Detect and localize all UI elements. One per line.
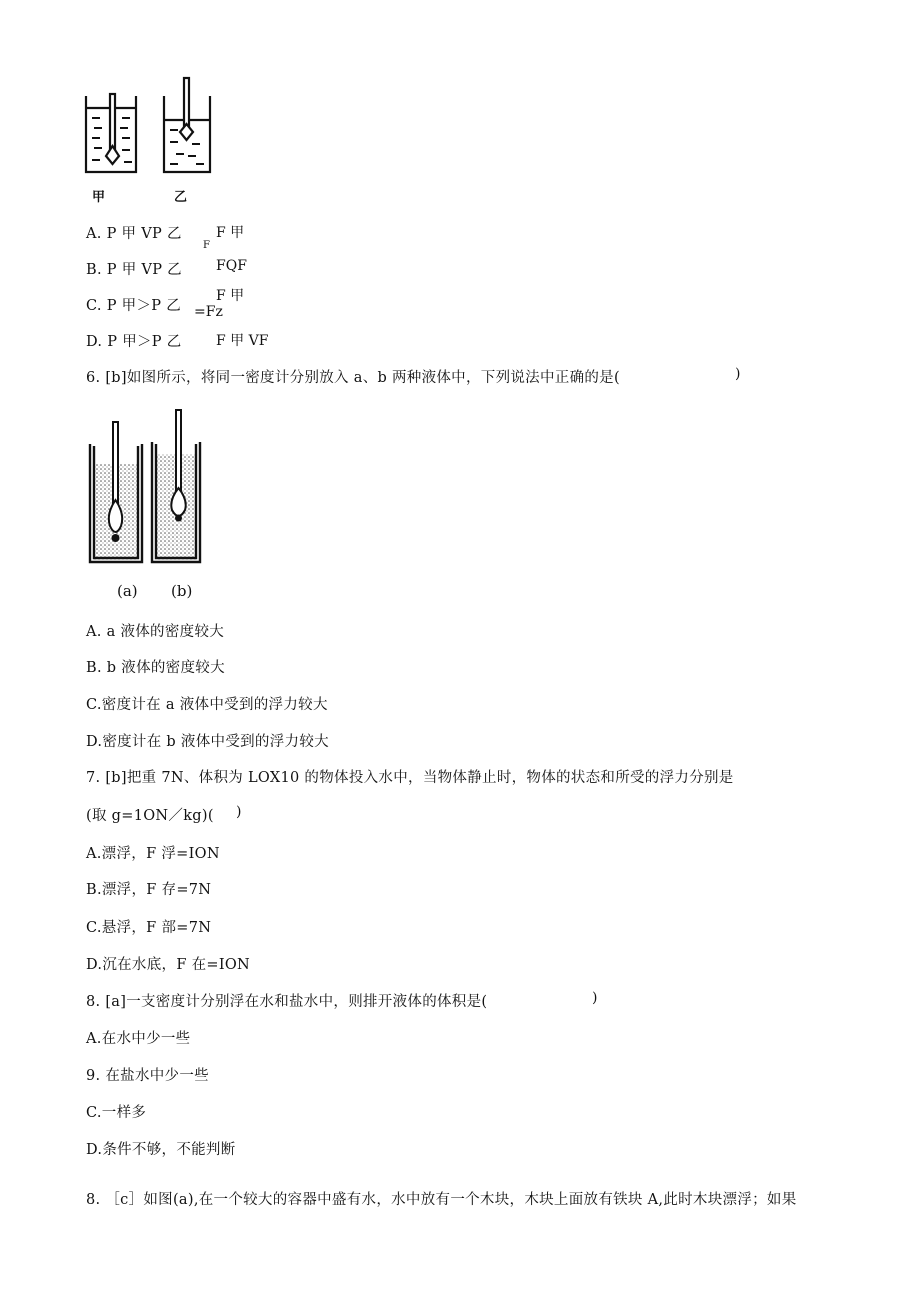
q5-option-b-right: FQF	[216, 258, 247, 274]
beaker-a	[90, 422, 142, 562]
q8-option-c: C.一样多	[86, 1105, 147, 1121]
q5-option-a-right: F 甲	[216, 225, 245, 241]
figure-beakers-jia-yi	[80, 74, 220, 178]
q5-option-b: B. P 甲 VP 乙	[86, 262, 182, 278]
q7-stem: 7. [b]把重 7N、体积为 LOX10 的物体投入水中，当物体静止时，物体的状态和所受的浮力分别是	[86, 770, 734, 786]
figure-hydrometer-a-b	[84, 404, 202, 568]
figure-caption-b: (b)	[171, 582, 193, 600]
figure1-label-yi: 乙	[174, 190, 188, 205]
beaker-jia	[86, 94, 136, 172]
q7-stem-2: (取 g=1ON／kg)(	[86, 808, 214, 824]
q8b-stem: 8. ［c］如图(a),在一个较大的容器中盛有水，水中放有一个木块，木块上面放有铁块 A,此时木块漂浮；如果	[86, 1192, 797, 1208]
q7-option-a: A.漂浮，F 浮=ION	[86, 846, 220, 862]
q6-option-b: B. b 液体的密度较大	[86, 660, 225, 676]
q5-option-a: A. P 甲 VP 乙	[86, 226, 182, 242]
q5-option-a-sub: F	[203, 240, 210, 251]
q6-stem-close: )	[735, 366, 741, 382]
q8-option-b: 9. 在盐水中少一些	[86, 1068, 209, 1084]
figure-caption-a: (a)	[117, 582, 138, 600]
q7-stem-close: )	[236, 804, 242, 820]
q5-option-c-sub: =Fz	[194, 304, 223, 320]
q7-option-b: B.漂浮，F 存=7N	[86, 882, 212, 898]
q6-option-a: A. a 液体的密度较大	[86, 624, 225, 640]
beaker-b	[152, 410, 200, 562]
q8-stem-close: )	[592, 990, 598, 1006]
q7-option-d: D.沉在水底，F 在=ION	[86, 957, 251, 973]
q5-option-d-right: F 甲 VF	[216, 333, 269, 349]
q5-option-d: D. P 甲＞P 乙	[86, 334, 182, 350]
figure1-label-jia: 甲	[92, 190, 106, 205]
q6-option-d: D.密度计在 b 液体中受到的浮力较大	[86, 734, 329, 750]
q8-option-a: A.在水中少一些	[86, 1031, 191, 1047]
beaker-yi	[164, 78, 210, 172]
q8-option-d: D.条件不够，不能判断	[86, 1142, 236, 1158]
q5-option-c-right: F 甲	[216, 288, 245, 304]
q5-option-c: C. P 甲＞P 乙	[86, 298, 182, 314]
q8-stem: 8. [a]一支密度计分别浮在水和盐水中，则排开液体的体积是(	[86, 994, 488, 1010]
q6-stem: 6. [b]如图所示，将同一密度计分别放入 a、b 两种液体中，下列说法中正确的是(	[86, 370, 620, 386]
q7-option-c: C.悬浮，F 部=7N	[86, 920, 212, 936]
q6-option-c: C.密度计在 a 液体中受到的浮力较大	[86, 697, 328, 713]
